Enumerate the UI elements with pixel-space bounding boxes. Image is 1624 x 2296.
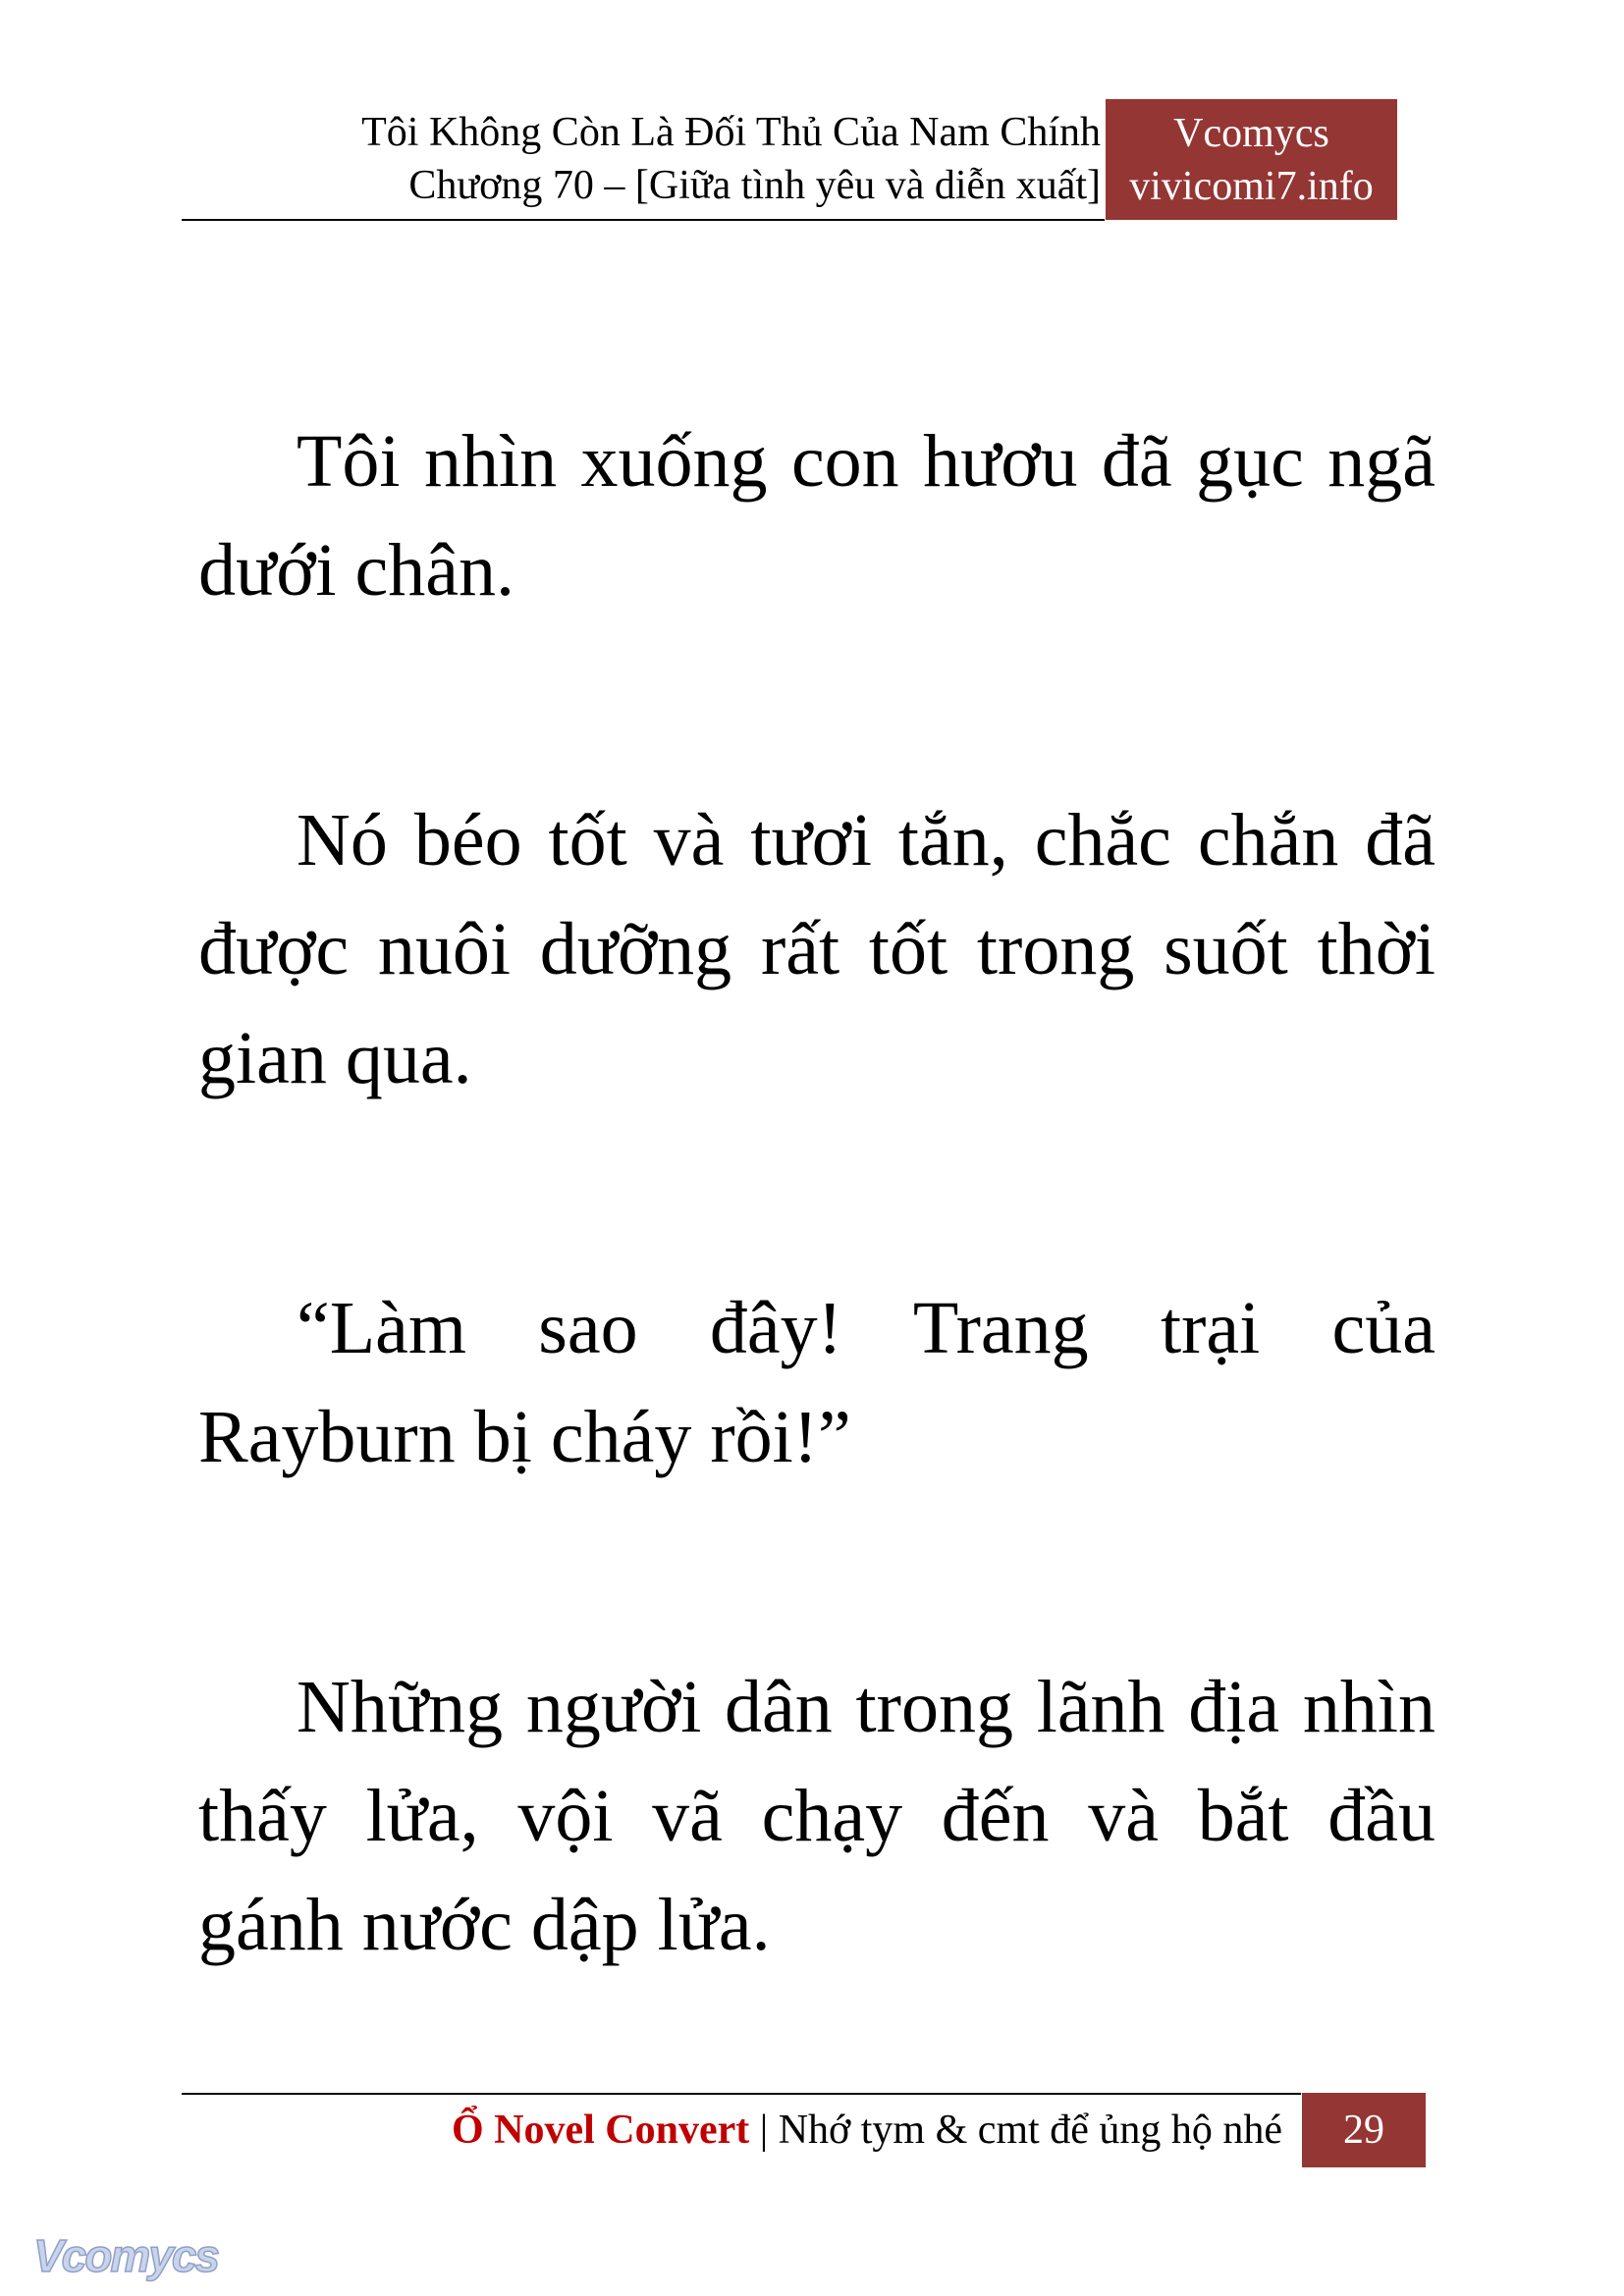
footer-message: Nhớ tym & cmt để ủng hộ nhé: [778, 2108, 1282, 2153]
paragraph: Những người dân trong lãnh địa nhìn thấy lửa, vội vã chạy đến và bắt đầu gánh nước dập lửa.: [198, 1666, 1435, 1966]
paragraph: Nó béo tốt và tươi tắn, chắc chắn đã được nuôi dưỡng rất tốt trong suốt thời gian qua.: [198, 799, 1435, 1099]
page-number: 29: [1302, 2093, 1426, 2167]
chapter-content: [198, 407, 1435, 2141]
page-header: [361, 106, 1101, 212]
watermark-logo: [29, 2228, 245, 2287]
footer-separator: |: [759, 2108, 769, 2153]
paragraph: Tôi nhìn xuống con hươu đã gục ngã dưới chân.: [198, 420, 1435, 612]
header-brand-box: [1106, 99, 1397, 220]
watermark-logo-icon: [29, 2228, 245, 2287]
brand-name: Vcomycs: [1173, 111, 1329, 156]
header-divider: [182, 219, 1105, 221]
brand-url: vivicomi7.info: [1129, 164, 1374, 209]
page-footer: [452, 2101, 1282, 2160]
paragraph: “Làm sao đây! Trang trại của Rayburn bị cháy rồi!”: [198, 1287, 1435, 1478]
book-title: Tôi Không Còn Là Đối Thủ Của Nam Chính: [361, 110, 1101, 155]
footer-brand: Ổ Novel Convert: [451, 2108, 750, 2153]
svg-text:Vcomycs: Vcomycs: [33, 2230, 219, 2281]
chapter-title: Chương 70 – [Giữa tình yêu và diễn xuất]: [408, 163, 1101, 208]
footer-divider: [182, 2093, 1301, 2095]
